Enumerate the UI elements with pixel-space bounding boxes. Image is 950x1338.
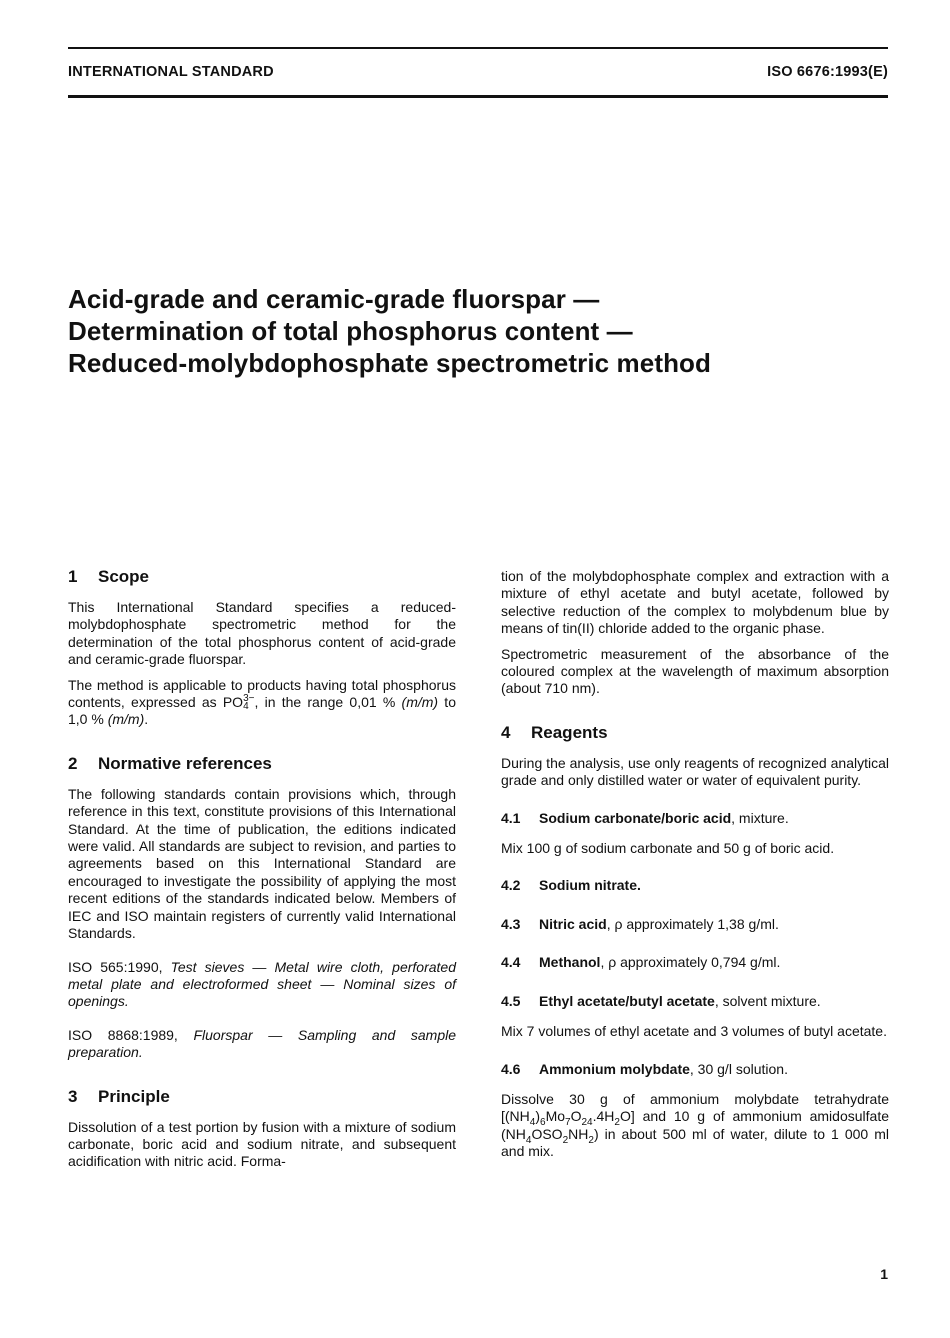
reagent-4-1-description: Mix 100 g of sodium carbonate and 50 g of boric acid. [501,840,835,857]
right-column [501,568,889,1169]
left-column [68,566,456,1179]
reagents-intro: During the analysis, use only reagents of recognized analytical grade and only distilled water or water of equivalent purity. [501,754,889,789]
section-scope-heading [68,566,456,588]
normative-reference-2: ISO 8868:1989, Fluorspar — Sampling and sample preparation. [68,1026,457,1061]
reagent-4-6: 4.6 Ammonium molybdate, 30 g/l solution. [501,1060,788,1077]
normative-paragraph: The following standards contain provisions which, through reference in this text, constitute provisions of this International Standard. At the time of publication, the editions indicated were valid. All standards are subject to revision, and parties to agreements based on this International Standard are encouraged to investigate the possibility of applying the most recent editions of the standards indicated below. Members of IEC and ISO maintain registers of currently valid International Standards. [68,785,456,942]
section-number: 4 [501,722,511,742]
document-title [68,283,898,379]
title-line-1: Acid-grade and ceramic-grade fluorspar — [68,284,600,314]
principle-paragraph-2: Spectrometric measurement of the absorbance of the coloured complex at the wavelength of maximum absorption (about 710 nm). [501,645,889,697]
reagent-4-3: 4.3 Nitric acid, ρ approximately 1,38 g/ml. [501,915,779,932]
section-title: Scope [98,567,150,586]
reagent-4-1: 4.1 Sodium carbonate/boric acid, mixture. [501,809,789,826]
header-left-label: INTERNATIONAL STANDARD [68,64,274,80]
section-title: Principle [98,1086,170,1106]
reagent-4-5-description: Mix 7 volumes of ethyl acetate and 3 volumes of butyl acetate. [501,1023,887,1040]
section-number: 1 [68,567,78,586]
header-bottom-rule [68,95,888,98]
header-top-rule [68,47,888,49]
section-principle-heading [68,1086,456,1108]
scope-paragraph-2: The method is applicable to products having total phosphorus contents, expressed as PO 3− 4 , in the range 0,01 % (m/m) to 1,0 % (m/m). [68,676,456,728]
title-line-2: Determination of total phosphorus content — [68,316,633,346]
reagent-4-2: 4.2 Sodium nitrate. [501,877,641,894]
section-normative-heading [68,753,456,775]
section-title: Reagents [531,722,608,742]
reagent-4-6-description: Dissolve 30 g of ammonium molybdate tetrahydrate $[(NH_4)_6Mo_7O_{24}.4H_2O]$ and 10 g of ammonium amidosulfate $(NH_4OSO_2NH_2)$ in about 500 ml of water, dilute to 1 000 ml and mix. [501,1090,889,1160]
title-line-3: Reduced-molybdophosphate spectrometric method [68,348,712,378]
principle-paragraph-1-start: Dissolution of a test portion by fusion with a mixture of sodium carbonate, boric acid and sodium nitrate, and subsequent acidification with nitric acid. Forma- [68,1118,456,1170]
scope-paragraph-1: This International Standard specifies a reduced-molybdophosphate spectrometric method for the determination of the total phosphorus content of acid-grade and ceramic-grade fluorspar. [68,599,456,668]
section-number: 2 [68,753,78,773]
principle-paragraph-1-continued: tion of the molybdophosphate complex and extraction with a mixture of ethyl acetate and butyl acetate, followed by selective reduction of the complex to molybdenum blue by means of tin(II) chloride added to the organic phase. [501,568,889,637]
header-standard-number: ISO 6676:1993(E) [767,64,888,80]
reagent-4-5: 4.5 Ethyl acetate/butyl acetate, solvent mixture. [501,992,821,1009]
section-title: Normative references [98,753,272,773]
page-number: 1 [880,1266,888,1282]
phosphate-formula: 3− 4 [243,693,255,713]
section-number: 3 [68,1086,78,1106]
normative-reference-1: ISO 565:1990, Test sieves — Metal wire cloth, perforated metal plate and electroformed sheet — Nominal sizes of openings. [68,958,456,1010]
reagent-4-4: 4.4 Methanol, ρ approximately 0,794 g/ml. [501,954,781,971]
section-reagents-heading [501,722,889,744]
